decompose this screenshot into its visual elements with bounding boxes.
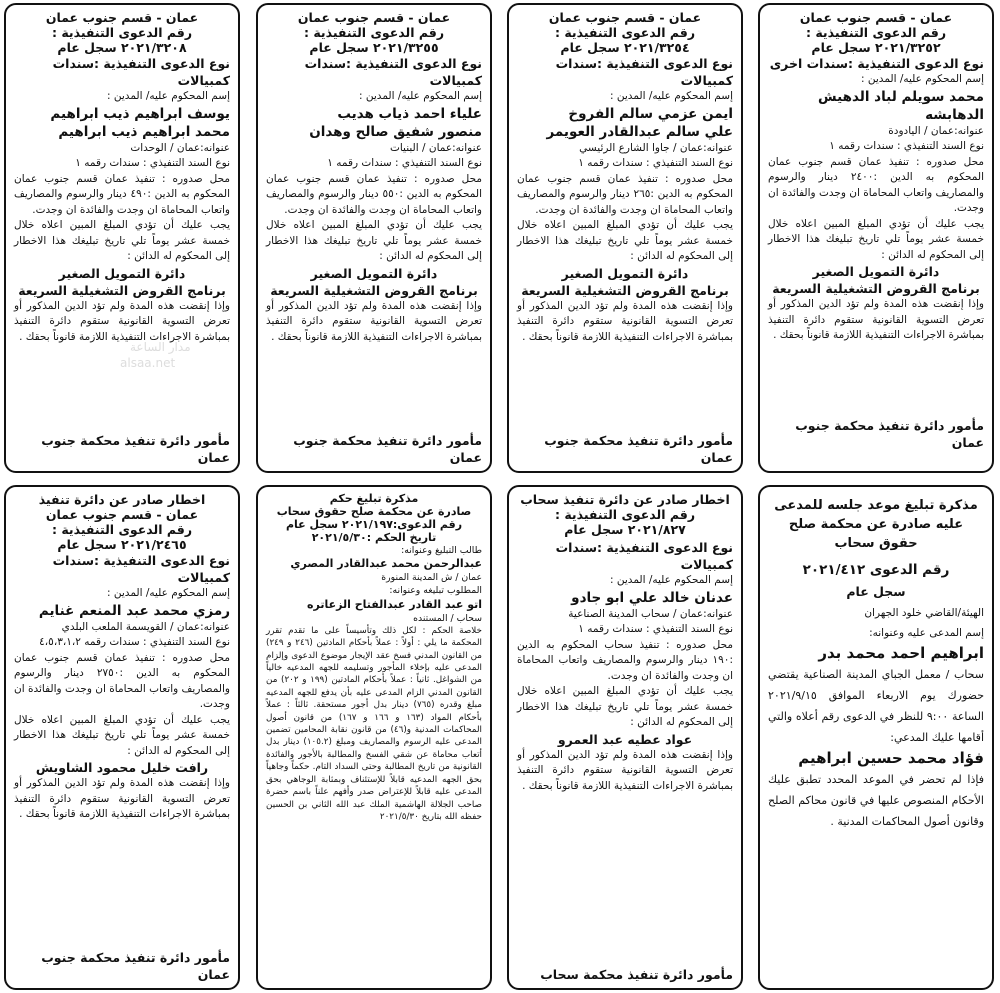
issue-details: محل صدوره : تنفيذ سحاب المحكوم به الدين :١٩٠ دينار والرسوم والمصاريف واتعاب المحاماة ان وجدت والفائدة ان وجدت.: [517, 638, 733, 682]
notice-footer: مأمور دائرة تنفيذ محكمة سحاب: [540, 967, 733, 982]
hearing-closing: فإذا لم تحضر في الموعد المحدد تطبق عليك الأحكام المنصوص عليها في قانون محاكم الصلح وقانون أصول المحاكمات المدنية .: [768, 773, 984, 828]
creditor-name: دائرة التمويل الصغير: [58, 265, 186, 281]
payment-warning: يجب عليك أن تؤدي المبلغ المبين اعلاه خلال خمسة عشر يوماً تلي تاريخ تبليغك هذا الاخطار إلى المحكوم له الدائن :: [517, 685, 733, 728]
issue-details: محل صدوره : تنفيذ عمان قسم جنوب عمان المحكوم به الدين :٤٩٠ دينار والرسوم والمصاريف واتعاب المحاماة ان وجدت والفائدة ان وجدت.: [14, 172, 230, 216]
case-type: نوع الدعوى التنفيذية :سندات كمبيالات: [555, 56, 733, 88]
payment-warning: يجب عليك أن تؤدي المبلغ المبين اعلاه خلال خمسة عشر يوماً تلي تاريخ تبليغك هذا الاخطار إلى المحكوم له الدائن :: [266, 219, 482, 262]
bond-type: نوع السند التنفيذي : سندات رقمه ٤،٥،٣،١،٢: [39, 636, 230, 648]
debtor-name: علياء احمد ذياب هديب: [337, 105, 482, 122]
debtor-name: منصور شفيق صالح وهدان: [309, 123, 482, 140]
debtor-address: عنوانه:عمان / الوحدات: [130, 141, 230, 154]
issue-details: محل صدوره : تنفيذ عمان قسم جنوب عمان المحكوم به الدين :٢٤٠٠ دينار والرسوم والمصاريف واتعاب المحاماة ان وجدت والفائدة ان وجدت.: [768, 155, 984, 214]
debtor-address: عنوانه:عمان / القويسمة الملعب البلدي: [61, 620, 230, 633]
case-type: نوع الدعوى التنفيذية :سندات كمبيالات: [52, 553, 230, 585]
debtor-label: إسم المحكوم عليه/ المدين :: [107, 90, 230, 102]
notice-header: اخطار صادر عن دائرة تنفيذ عمان - قسم جنوب عمان رقم الدعوى التنفيذية : ٢٠٢١/٢٤٦٥ سجل عام: [38, 492, 206, 552]
debtor-label: إسم المحكوم عليه/ المدين :: [610, 574, 733, 586]
defendant-label: إسم المدعى عليه وعنوانه:: [869, 627, 984, 639]
judgment-header: مذكرة تبليغ حكم صادرة عن محكمة صلح حقوق سحاب رقم الدعوى:٢٠٢١/١٩٧ سجل عام تاريخ الحكم :٢٠٢١/٥/٣٠: [276, 492, 472, 544]
notice-header: عمان - قسم جنوب عمان رقم الدعوى التنفيذية : ٢٠٢١/٣٢٥٢ سجل عام: [799, 10, 953, 55]
bond-type: نوع السند التنفيذي : سندات رقمه ١: [829, 140, 984, 152]
defendant-name: ابراهيم احمد محمد بدر: [818, 644, 984, 662]
debtor-name: ايمن عزمي سالم الفروخ: [568, 105, 733, 122]
debtor-label: إسم المحكوم عليه/ المدين :: [107, 587, 230, 599]
debtor-name: علي سالم عبدالقادر العويمر: [546, 123, 733, 140]
bond-type: نوع السند التنفيذي : سندات رقمه ١: [578, 623, 733, 635]
creditor-program: برنامج القروض التشغيلية السريعة: [270, 282, 478, 298]
served-label: طالب التبليغ وعنوانه:: [401, 545, 482, 556]
notice-footer: مأمور دائرة تنفيذ محكمة جنوب عمان: [41, 950, 230, 982]
debtor-label: إسم المحكوم عليه/ المدين :: [359, 90, 482, 102]
target-name: اتو عبد القادر عبدالفتاح الزعاتره: [307, 597, 482, 611]
target-address: سحاب / المستنده: [413, 612, 482, 624]
notice-header: عمان - قسم جنوب عمان رقم الدعوى التنفيذية : ٢٠٢١/٣٢٥٥ سجل عام: [297, 10, 451, 55]
case-type: نوع الدعوى التنفيذية :سندات كمبيالات: [555, 540, 733, 572]
consequence-text: وإذا إنقضت هذه المدة ولم تؤد الدين المذكور أو تعرض التسوية القانونية ستقوم دائرة التنفيذ بمباشرة الاجراءات التنفيذية اللازمة قانوناً بحقك .: [517, 299, 733, 343]
consequence-text: وإذا إنقضت هذه المدة ولم تؤد الدين المذكور أو تعرض التسوية القانونية ستقوم دائرة التنفيذ بمباشرة الاجراءات التنفيذية اللازمة قانوناً بحقك .: [266, 299, 482, 343]
case-type: نوع الدعوى التنفيذية :سندات كمبيالات: [52, 56, 230, 88]
bond-type: نوع السند التنفيذي : سندات رقمه ١: [327, 157, 482, 169]
issue-details: محل صدوره : تنفيذ عمان قسم جنوب عمان المحكوم به الدين :٢٧٥٠ دينار والرسوم والمصاريف واتعاب المحاماة ان وجدت والفائدة ان وجدت.: [14, 651, 230, 710]
debtor-name: محمد ابراهيم ذيب ابراهيم: [58, 123, 230, 140]
issue-details: محل صدوره : تنفيذ عمان قسم جنوب عمان المحكوم به الدين :٥٥٠ دينار والرسوم والمصاريف واتعاب المحاماة ان وجدت والفائدة ان وجدت.: [266, 172, 482, 216]
hearing-judge: الهيئة/القاضي خلود الجهران: [864, 607, 984, 619]
payment-warning: يجب عليك أن تؤدي المبلغ المبين اعلاه خلال خمسة عشر يوماً تلي تاريخ تبليغك هذا الاخطار إلى المحكوم له الدائن :: [14, 713, 230, 757]
case-type: نوع الدعوى التنفيذية :سندات كمبيالات: [304, 56, 482, 88]
creditor-program: برنامج القروض التشغيلية السريعة: [521, 282, 729, 298]
hearing-body: سحاب / معمل الجباي المدينة الصناعية يقتضي حضورك يوم الاربعاء الموافق ٢٠٢١/٩/١٥ الساعة ٩:٠٠ للنظر في الدعوى رقم أعلاه والتي أقامها عليك المدعي:: [768, 668, 984, 744]
notice-footer: مأمور دائرة تنفيذ محكمة جنوب عمان: [41, 433, 230, 465]
payment-warning: يجب عليك أن تؤدي المبلغ المبين اعلاه خلال خمسة عشر يوماً تلي تاريخ تبليغك هذا الاخطار إلى المحكوم له الدائن :: [517, 219, 733, 262]
judgment-body: خلاصة الحكم : لكل ذلك وتأسيساً على ما تقدم تقرر المحكمة ما يلي : أولاً : عملاً بأحكام المادتين (٢٤٦ و ٢٤٩) من القانون المدني فسخ عقد الإيجار موضوع الدعوى وإلزام المدعى عليه بإخلاء المأجور وتسليمه للجهه المدعيه خالياً من الشواغل. ثانياً : عملاً بأحكام المادتين (١٩٩ و ٢٠٢) من القانون المدني الزام المدعى عليه بأن يدفع للجهه المدعيه مبلغ وقدره (٧٦٥) دينار بدل أجور مستحقة. ثالثاً : عملاً بأحكام المواد (١٦٣ و ١٦٦ و ١٦٧) من قانون أصول المحاكمات المدنية و(٤٦) من قانون نقابة المحامين تضمين المدعى عليه الرسوم والمصاريف ومبلغ (١٠٥.٢) دينار بدل أتعاب محاماة عن شقي الفسخ والمطالبة بالأجور والفائدة القانونية من تاريخ المطالبة وحتى السداد التام. حكماً وجاهياً بحق الجهه المدعيه قابلاً للإستئناف وبمثابة الوجاهي بحق المدعى عليه قابلاً للإعتراض صدر وأفهم علناً باسم حضرة صاحب الجلالة الهاشمية الملك عبد الله الثاني بن الحسين حفظه الله بتاريخ ٢٠٢١/٥/٣٠: [266, 625, 483, 822]
hearing-notice: [758, 485, 994, 990]
creditor-name: رافت خليل محمود الشاويش: [35, 760, 209, 775]
debtor-label: إسم المحكوم عليه/ المدين :: [610, 90, 733, 102]
creditor-name: عواد عطيه عبد العمرو: [557, 731, 693, 747]
creditor-name: دائرة التمويل الصغير: [561, 265, 689, 281]
debtor-name: محمد سويلم لباد الدهيش الدهابشه: [818, 88, 984, 123]
issue-details: محل صدوره : تنفيذ عمان قسم جنوب عمان المحكوم به الدين :٢٦٥ دينار والرسوم والمصاريف واتعاب المحاماة ان وجدت والفائدة ان وجدت.: [517, 172, 733, 216]
creditor-program: برنامج القروض التشغيلية السريعة: [772, 281, 980, 296]
debtor-name: يوسف ابراهيم ذيب ابراهيم: [50, 105, 230, 122]
watermark-arabic: مدار الساعة: [130, 340, 191, 354]
debtor-address: عنوانه:عمان / اليادودة: [888, 124, 984, 137]
bond-type: نوع السند التنفيذي : سندات رقمه ١: [75, 157, 230, 169]
creditor-program: برنامج القروض التشغيلية السريعة: [18, 282, 226, 298]
consequence-text: وإذا إنقضت هذه المدة ولم تؤد الدين المذكور أو تعرض التسوية القانونية ستقوم دائرة التنفيذ بمباشرة الاجراءات التنفيذية اللازمة قانوناً بحقك .: [14, 777, 230, 820]
notice-header: اخطار صادر عن دائرة تنفيذ سحاب رقم الدعوى التنفيذية : ٢٠٢١/٨٢٧ سجل عام: [520, 492, 730, 537]
served-name: عبدالرحمن محمد عبدالقادر المصري: [290, 557, 482, 571]
notice-footer: مأمور دائرة تنفيذ محكمة جنوب عمان: [544, 433, 733, 465]
sahab-notice-827: [507, 485, 743, 990]
notice-header: عمان - قسم جنوب عمان رقم الدعوى التنفيذية : ٢٠٢١/٣٢٥٤ سجل عام: [548, 10, 702, 55]
bond-type: نوع السند التنفيذي : سندات رقمه ١: [578, 157, 733, 169]
notice-3255: [256, 3, 492, 473]
debtor-address: عنوانه:عمان / سحاب المدينة الصناعية: [568, 607, 733, 620]
hearing-title: مذكرة تبليغ موعد جلسه للمدعى عليه صادرة عن محكمة صلح حقوق سحاب: [774, 498, 978, 551]
notice-footer: مأمور دائرة تنفيذ محكمة جنوب عمان: [293, 433, 482, 465]
debtor-address: عنوانه:عمان / جاوا الشارع الرئيسي: [579, 141, 733, 154]
case-type: نوع الدعوى التنفيذية :سندات اخرى: [769, 56, 984, 71]
creditor-name: دائرة التمويل الصغير: [812, 264, 940, 279]
served-address: عمان / ش المدينة المنورة: [381, 572, 482, 584]
payment-warning: يجب عليك أن تؤدي المبلغ المبين اعلاه خلال خمسة عشر يوماً تلي تاريخ تبليغك هذا الاخطار إلى المحكوم له الدائن :: [14, 219, 230, 262]
notice-header: عمان - قسم جنوب عمان رقم الدعوى التنفيذية : ٢٠٢١/٣٢٠٨ سجل عام: [45, 10, 199, 55]
debtor-name: رمزي محمد عبد المنعم غنايم: [38, 602, 230, 619]
creditor-name: دائرة التمويل الصغير: [310, 265, 438, 281]
debtor-label: إسم المحكوم عليه/ المدين :: [861, 73, 984, 85]
target-label: المطلوب تبليغه وعنوانه:: [389, 585, 482, 597]
hearing-case-number: رقم الدعوى ٢٠٢١/٤١٢: [802, 562, 950, 578]
debtor-name: عدنان خالد علي ابو جادو: [571, 589, 733, 606]
notice-2465: [4, 485, 240, 990]
consequence-text: وإذا إنقضت هذه المدة ولم تؤد الدين المذكور أو تعرض التسوية القانونية ستقوم دائرة التنفيذ بمباشرة الاجراءات التنفيذية اللازمة قانوناً بحقك .: [768, 298, 984, 341]
watermark-latin: alsaa.net: [120, 356, 176, 370]
judgment-notice: [256, 485, 492, 990]
notice-footer: مأمور دائرة تنفيذ محكمة جنوب عمان: [795, 418, 984, 450]
notice-3252: [758, 3, 994, 473]
consequence-text: وإذا إنقضت هذه المدة ولم تؤد الدين المذكور أو تعرض التسوية القانونية ستقوم دائرة التنفيذ بمباشرة الاجراءات التنفيذية اللازمة قانوناً بحقك .: [14, 299, 230, 343]
payment-warning: يجب عليك أن تؤدي المبلغ المبين اعلاه خلال خمسة عشر يوماً تلي تاريخ تبليغك هذا الاخطار إلى المحكوم له الدائن :: [768, 217, 984, 261]
consequence-text: وإذا إنقضت هذه المدة ولم تؤد الدين المذكور أو تعرض التسوية القانونية ستقوم دائرة التنفيذ بمباشرة الاجراءات التنفيذية اللازمة قانوناً بحقك .: [517, 748, 733, 792]
debtor-address: عنوانه:عمان / البنيات: [389, 141, 482, 154]
plaintiff-name: فؤاد محمد حسين ابراهيم: [798, 749, 984, 767]
notice-3254: [507, 3, 743, 473]
hearing-register: سجل عام: [846, 584, 906, 599]
notice-3208: [4, 3, 240, 473]
